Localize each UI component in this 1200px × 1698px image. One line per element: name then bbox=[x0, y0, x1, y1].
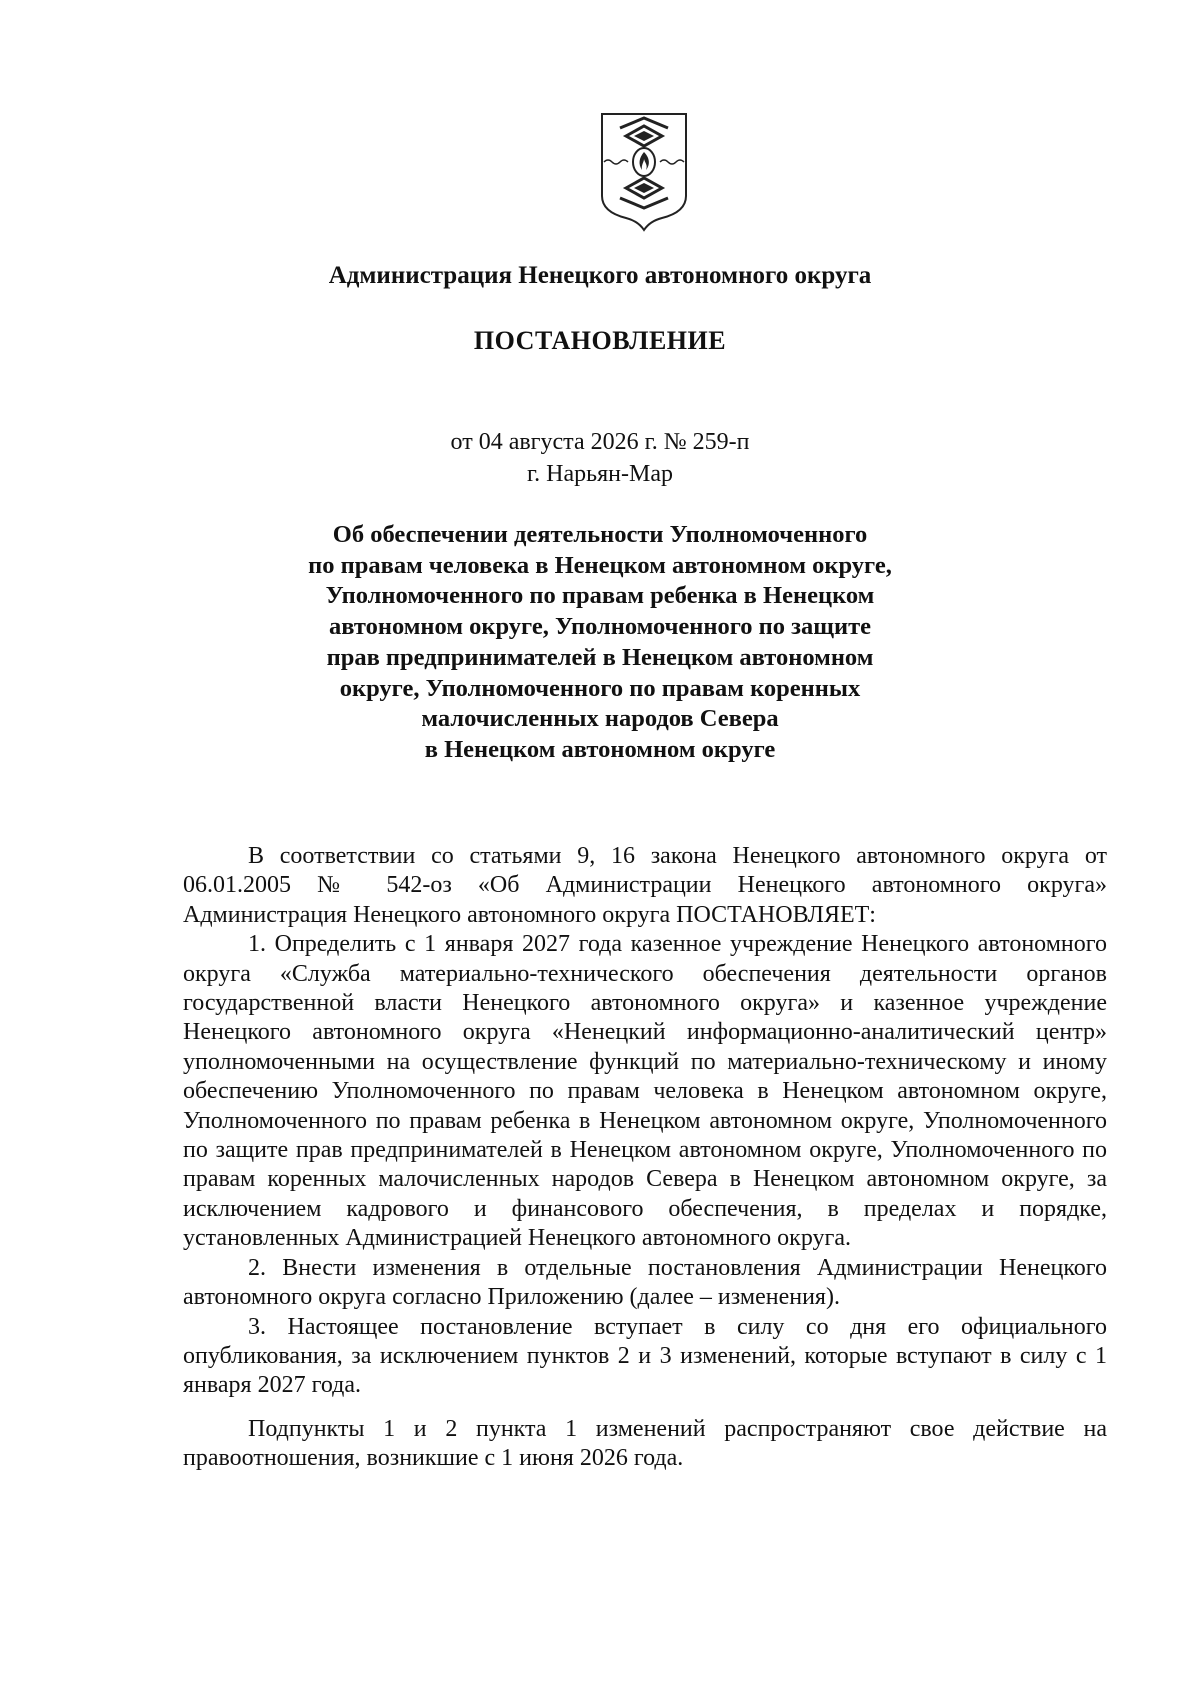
item-1-paragraph: 1. Определить с 1 января 2027 года казенное учреждение Ненецкого автономного округа «Служба материально-технического обеспечения деятельности органов государственной власти Ненецкого автономного округа» и казенное учреждение Ненецкого автономного округа «Ненецкий информационно-аналитический центр» уполномоченными на осуществление функций по материально-техническому и иному обеспечению Уполномоченного по правам человека в Ненецком автономном округе, Уполномоченного по правам ребенка в Ненецком автономном округе, Уполномоченного по защите прав предпринимателей в Ненецком автономном округе, Уполномоченного по правам коренных малочисленных народов Севера в Ненецком автономном округе, за исключением кадрового и финансового обеспечения, в пределах и порядке, установленных Администрацией Ненецкого автономного округа. bbox=[183, 931, 1107, 1252]
title-line: округе, Уполномоченного по правам коренных bbox=[339, 674, 861, 702]
title-line: по правам человека в Ненецком автономном округе, bbox=[308, 551, 892, 579]
document-type: ПОСТАНОВЛЕНИЕ bbox=[473, 326, 727, 355]
coat-of-arms-icon bbox=[598, 110, 690, 232]
title-line: автономном округе, Уполномоченного по защите bbox=[329, 613, 871, 641]
title-line: в Ненецком автономном округе bbox=[424, 735, 776, 763]
title-line: малочисленных народов Севера bbox=[421, 705, 779, 733]
document-place: г. Нарьян-Мар bbox=[527, 461, 673, 487]
title-line: прав предпринимателей в Ненецком автономном bbox=[326, 643, 874, 671]
title-line: Об обеспечении деятельности Уполномоченного bbox=[332, 521, 868, 548]
item-3-extra-paragraph: Подпункты 1 и 2 пункта 1 изменений распространяют свое действие на правоотношения, возникшие с 1 июня 2026 года. bbox=[183, 1415, 1107, 1472]
document-date-number: от 04 августа 2026 г. № 259-п bbox=[450, 429, 750, 455]
document-body bbox=[183, 842, 1107, 1474]
preamble-paragraph: В соответствии со статьями 9, 16 закона Ненецкого автономного округа от 06.01.2005 № 542-оз «Об Администрации Ненецкого автономного округа» Администрация Ненецкого автономного округа ПОСТАНОВЛЯЕТ: bbox=[183, 843, 1107, 928]
item-3-paragraph: 3. Настоящее постановление вступает в силу со дня его официального опубликования, за исключением пунктов 2 и 3 изменений, которые вступают в силу с 1 января 2027 года. bbox=[183, 1313, 1107, 1399]
document-title bbox=[250, 520, 950, 766]
title-line: Уполномоченного по правам ребенка в Ненецком bbox=[325, 582, 875, 610]
organization-name: Администрация Ненецкого автономного округа bbox=[328, 262, 872, 289]
item-2-paragraph: 2. Внести изменения в отдельные постановления Администрации Ненецкого автономного округа согласно Приложению (далее – изменения). bbox=[183, 1254, 1107, 1311]
